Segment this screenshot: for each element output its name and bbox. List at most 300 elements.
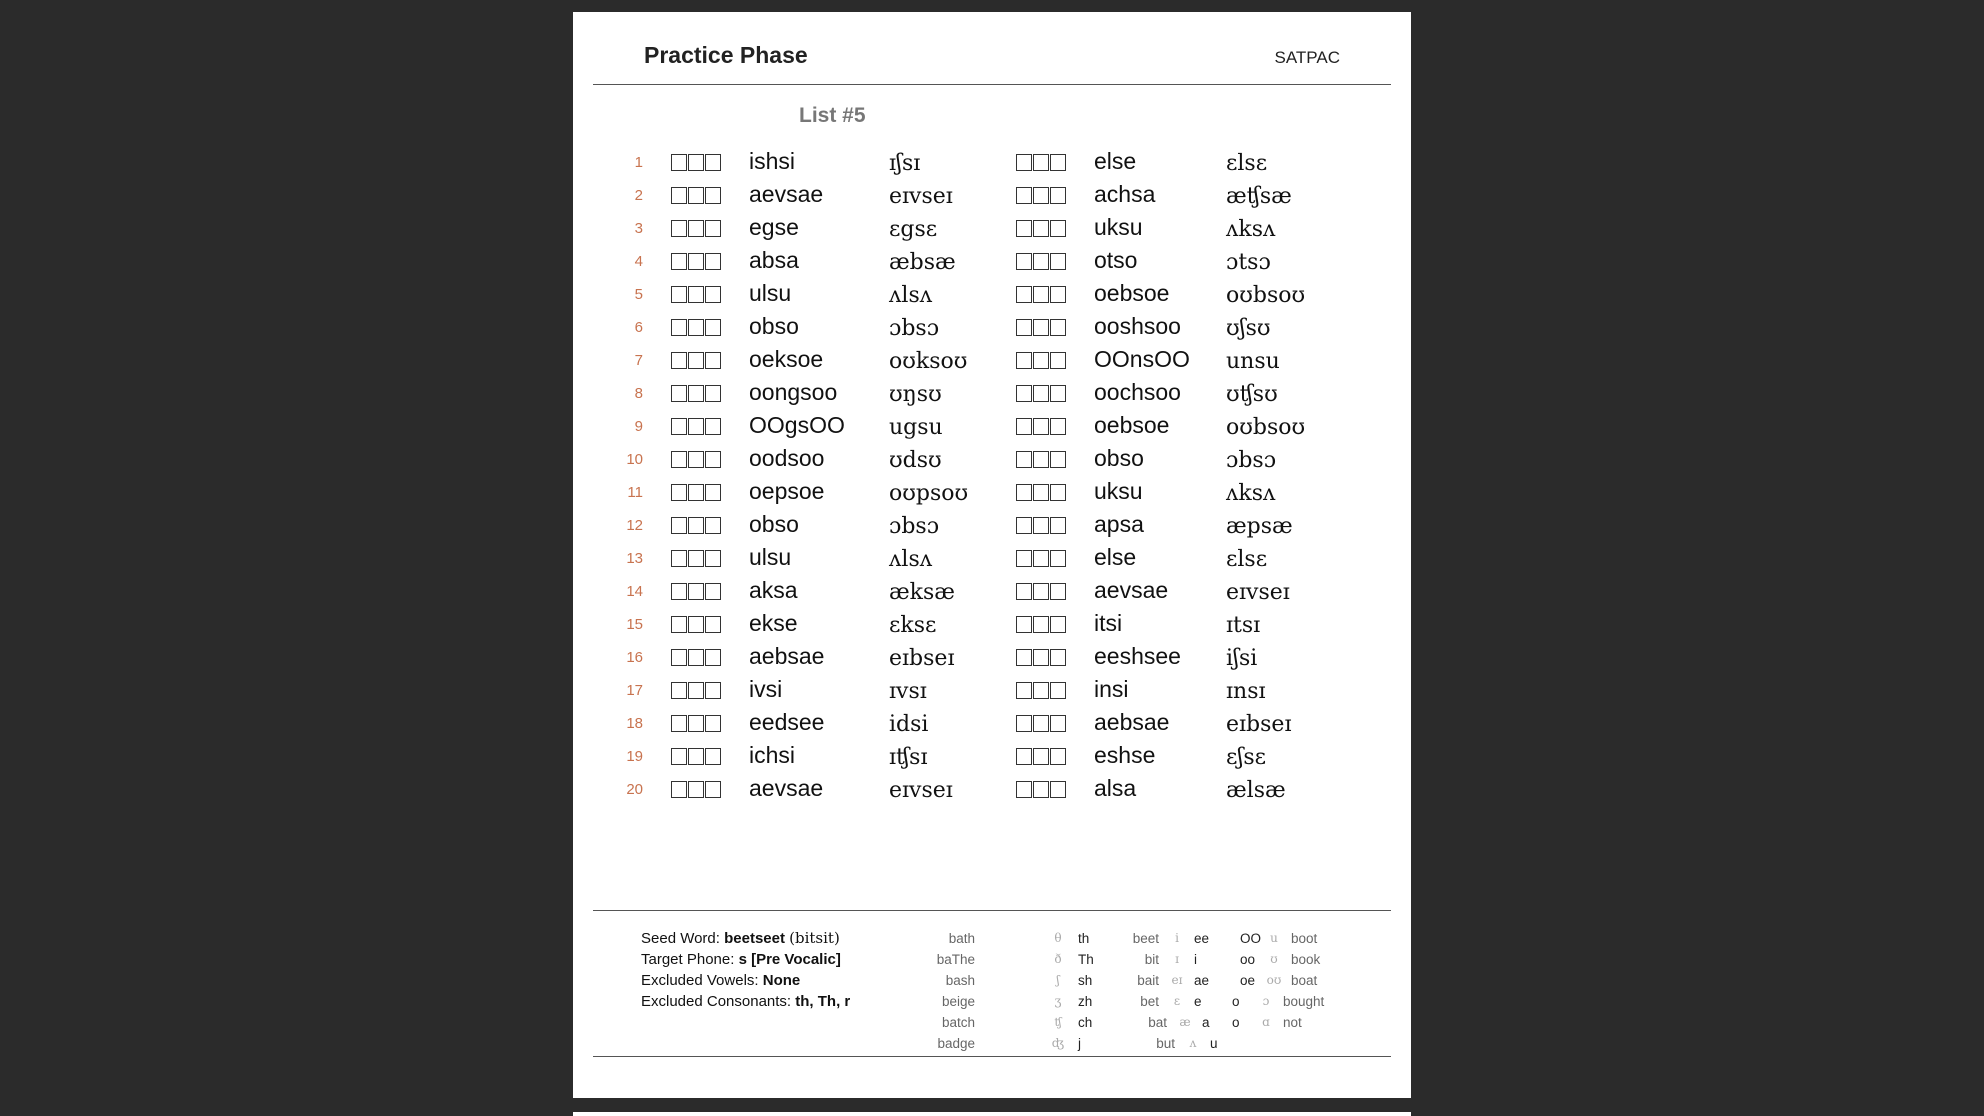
- key-ipa-symbol: ɑ: [1262, 1015, 1270, 1029]
- checkbox[interactable]: [688, 748, 704, 765]
- checkbox-group: [1016, 220, 1067, 237]
- checkbox[interactable]: [688, 550, 704, 567]
- checkbox[interactable]: [671, 616, 687, 633]
- checkbox[interactable]: [1033, 187, 1049, 204]
- list-title: List #5: [799, 104, 866, 127]
- ipa-b: ɛlsɛ: [1226, 151, 1268, 176]
- table-row: [573, 410, 1411, 443]
- checkbox[interactable]: [1033, 418, 1049, 435]
- checkbox-group: [671, 649, 722, 666]
- checkbox-group: [1016, 484, 1067, 501]
- table-row: [573, 542, 1411, 575]
- word-a: aebsae: [749, 643, 825, 669]
- checkbox[interactable]: [671, 418, 687, 435]
- checkbox[interactable]: [705, 319, 721, 336]
- checkbox[interactable]: [688, 418, 704, 435]
- checkbox[interactable]: [1016, 583, 1032, 600]
- row-number: 6: [634, 319, 643, 336]
- row-number: 4: [634, 253, 643, 270]
- checkbox[interactable]: [671, 154, 687, 171]
- checkbox[interactable]: [671, 517, 687, 534]
- footer-divider: [593, 910, 1391, 911]
- checkbox[interactable]: [671, 715, 687, 732]
- checkbox-group: [671, 781, 722, 798]
- word-a: oeksoe: [749, 346, 824, 372]
- checkbox[interactable]: [671, 649, 687, 666]
- checkbox[interactable]: [671, 220, 687, 237]
- key-spelling: OO: [1240, 931, 1262, 946]
- checkbox[interactable]: [1033, 517, 1049, 534]
- checkbox[interactable]: [705, 253, 721, 270]
- checkbox[interactable]: [705, 682, 721, 699]
- word-b: otso: [1094, 247, 1138, 273]
- key-ipa-symbol: ɔ: [1262, 994, 1270, 1008]
- checkbox[interactable]: [1033, 616, 1049, 633]
- checkbox-group: [1016, 517, 1067, 534]
- checkbox-group: [671, 352, 722, 369]
- checkbox[interactable]: [1050, 451, 1066, 468]
- checkbox[interactable]: [1033, 352, 1049, 369]
- checkbox[interactable]: [671, 385, 687, 402]
- checkbox[interactable]: [1033, 286, 1049, 303]
- word-b: uksu: [1094, 214, 1143, 240]
- table-row: [573, 476, 1411, 509]
- checkbox[interactable]: [1016, 484, 1032, 501]
- next-page-edge: [573, 1112, 1411, 1116]
- key-example-word: baThe: [936, 952, 975, 967]
- checkbox[interactable]: [688, 253, 704, 270]
- checkbox[interactable]: [1050, 418, 1066, 435]
- ipa-a: ʌlsʌ: [889, 547, 933, 572]
- checkbox[interactable]: [705, 583, 721, 600]
- ipa-a: ʌlsʌ: [889, 283, 933, 308]
- checkbox[interactable]: [688, 451, 704, 468]
- ipa-a: oʊksoʊ: [889, 349, 968, 374]
- app-label: SATPAC: [1274, 48, 1340, 67]
- ipa-b: ɔbsɔ: [1226, 448, 1277, 473]
- word-b: oebsoe: [1094, 412, 1170, 438]
- table-row: [573, 278, 1411, 311]
- checkbox[interactable]: [688, 583, 704, 600]
- key-example-word: bet: [1140, 994, 1159, 1009]
- word-b: OOnsOO: [1094, 346, 1190, 372]
- checkbox[interactable]: [671, 748, 687, 765]
- checkbox[interactable]: [688, 682, 704, 699]
- checkbox[interactable]: [1033, 715, 1049, 732]
- checkbox-group: [1016, 451, 1067, 468]
- checkbox[interactable]: [688, 220, 704, 237]
- checkbox[interactable]: [1050, 649, 1066, 666]
- row-number: 11: [627, 484, 643, 501]
- checkbox-group: [671, 715, 722, 732]
- ipa-a: ɔbsɔ: [889, 316, 940, 341]
- checkbox[interactable]: [1033, 550, 1049, 567]
- word-b: oebsoe: [1094, 280, 1170, 306]
- checkbox[interactable]: [705, 517, 721, 534]
- checkbox[interactable]: [705, 649, 721, 666]
- checkbox[interactable]: [1033, 253, 1049, 270]
- key-ipa-symbol: ʧ: [1054, 1015, 1062, 1029]
- checkbox[interactable]: [1050, 583, 1066, 600]
- word-a: ichsi: [749, 742, 796, 768]
- checkbox-group: [671, 385, 722, 402]
- seed-word: beetseet: [724, 930, 785, 947]
- checkbox[interactable]: [688, 286, 704, 303]
- row-number: 1: [634, 154, 643, 171]
- checkbox[interactable]: [1016, 418, 1032, 435]
- key-row: [573, 1036, 1411, 1057]
- checkbox-group: [1016, 154, 1067, 171]
- checkbox[interactable]: [1050, 319, 1066, 336]
- checkbox[interactable]: [705, 385, 721, 402]
- word-a: aevsae: [749, 775, 824, 801]
- key-example-word: bit: [1144, 952, 1159, 967]
- checkbox-group: [1016, 781, 1067, 798]
- key-spelling: i: [1194, 952, 1197, 967]
- checkbox[interactable]: [1016, 616, 1032, 633]
- checkbox[interactable]: [1050, 220, 1066, 237]
- checkbox[interactable]: [1050, 616, 1066, 633]
- checkbox-group: [671, 187, 722, 204]
- row-number: 17: [626, 682, 643, 699]
- checkbox[interactable]: [705, 781, 721, 798]
- word-b: eshse: [1094, 742, 1156, 768]
- ipa-a: ʊdsʊ: [889, 448, 942, 473]
- checkbox-group: [671, 253, 722, 270]
- table-row: [573, 212, 1411, 245]
- checkbox[interactable]: [705, 748, 721, 765]
- checkbox[interactable]: [705, 616, 721, 633]
- key-ipa-symbol: θ: [1054, 931, 1062, 945]
- checkbox[interactable]: [1016, 319, 1032, 336]
- checkbox[interactable]: [1050, 286, 1066, 303]
- checkbox-group: [671, 484, 722, 501]
- ipa-a: ɪvsɪ: [889, 679, 927, 704]
- checkbox[interactable]: [1016, 385, 1032, 402]
- key-ipa-symbol: ʤ: [1051, 1036, 1065, 1050]
- checkbox-group: [1016, 616, 1067, 633]
- checkbox[interactable]: [671, 550, 687, 567]
- checkbox[interactable]: [1016, 517, 1032, 534]
- checkbox[interactable]: [1033, 385, 1049, 402]
- checkbox[interactable]: [705, 220, 721, 237]
- checkbox-group: [1016, 187, 1067, 204]
- checkbox[interactable]: [705, 418, 721, 435]
- key-example-word: beet: [1132, 931, 1159, 946]
- key-spelling: u: [1210, 1036, 1218, 1051]
- checkbox-group: [1016, 550, 1067, 567]
- checkbox[interactable]: [1016, 286, 1032, 303]
- word-b: apsa: [1094, 511, 1144, 537]
- key-spelling: sh: [1078, 973, 1093, 988]
- ipa-b: ʊʧsʊ: [1226, 382, 1278, 407]
- ipa-a: ɔbsɔ: [889, 514, 940, 539]
- checkbox-group: [1016, 649, 1067, 666]
- word-a: ulsu: [749, 544, 792, 570]
- excluded-consonants-line: Excluded Consonants: th, Th, r: [641, 993, 851, 1010]
- checkbox[interactable]: [671, 682, 687, 699]
- row-number: 14: [626, 583, 643, 600]
- checkbox[interactable]: [1050, 352, 1066, 369]
- ipa-b: eɪbseɪ: [1226, 712, 1292, 737]
- checkbox[interactable]: [1033, 451, 1049, 468]
- checkbox[interactable]: [688, 715, 704, 732]
- checkbox[interactable]: [1016, 451, 1032, 468]
- checkbox[interactable]: [705, 187, 721, 204]
- checkbox[interactable]: [1016, 649, 1032, 666]
- key-ipa-symbol: i: [1175, 931, 1179, 945]
- key-spelling: oo: [1240, 952, 1256, 967]
- checkbox[interactable]: [1033, 748, 1049, 765]
- checkbox-group: [1016, 715, 1067, 732]
- checkbox-group: [1016, 385, 1067, 402]
- checkbox[interactable]: [705, 715, 721, 732]
- checkbox[interactable]: [1050, 484, 1066, 501]
- row-number: 19: [626, 748, 643, 765]
- key-spelling: o: [1232, 1015, 1240, 1030]
- word-b: else: [1094, 544, 1137, 570]
- checkbox[interactable]: [688, 385, 704, 402]
- row-number: 9: [634, 418, 643, 435]
- checkbox[interactable]: [671, 187, 687, 204]
- checkbox[interactable]: [1050, 550, 1066, 567]
- checkbox[interactable]: [1016, 220, 1032, 237]
- checkbox[interactable]: [671, 583, 687, 600]
- checkbox[interactable]: [1050, 748, 1066, 765]
- checkbox[interactable]: [1050, 715, 1066, 732]
- word-a: egse: [749, 214, 799, 240]
- row-number: 16: [626, 649, 643, 666]
- key-example-word: boat: [1291, 973, 1318, 988]
- checkbox[interactable]: [1050, 385, 1066, 402]
- table-row: [573, 674, 1411, 707]
- word-a: oodsoo: [749, 445, 825, 471]
- ipa-b: æpsæ: [1226, 514, 1293, 539]
- checkbox-group: [671, 616, 722, 633]
- table-row: [573, 245, 1411, 278]
- key-ipa-symbol: eɪ: [1171, 973, 1183, 987]
- checkbox[interactable]: [1050, 781, 1066, 798]
- key-example-word: not: [1283, 1015, 1302, 1030]
- word-a: aevsae: [749, 181, 824, 207]
- word-b: achsa: [1094, 181, 1156, 207]
- checkbox[interactable]: [1050, 517, 1066, 534]
- row-number: 10: [626, 451, 643, 468]
- word-a: ekse: [749, 610, 798, 636]
- checkbox[interactable]: [671, 286, 687, 303]
- checkbox-group: [671, 550, 722, 567]
- checkbox[interactable]: [1033, 682, 1049, 699]
- word-a: ishsi: [749, 148, 796, 174]
- checkbox[interactable]: [1016, 748, 1032, 765]
- checkbox[interactable]: [688, 484, 704, 501]
- ipa-a: eɪbseɪ: [889, 646, 955, 671]
- checkbox[interactable]: [688, 781, 704, 798]
- table-row: [573, 377, 1411, 410]
- checkbox-group: [1016, 319, 1067, 336]
- checkbox[interactable]: [1016, 550, 1032, 567]
- checkbox[interactable]: [688, 517, 704, 534]
- checkbox[interactable]: [688, 352, 704, 369]
- checkbox[interactable]: [1016, 154, 1032, 171]
- table-row: [573, 146, 1411, 179]
- word-b: eeshsee: [1094, 643, 1181, 669]
- ipa-b: ʊʃsʊ: [1226, 316, 1271, 341]
- checkbox-group: [671, 748, 722, 765]
- checkbox[interactable]: [1033, 583, 1049, 600]
- key-ipa-symbol: u: [1270, 931, 1278, 945]
- word-a: obso: [749, 511, 799, 537]
- key-ipa-symbol: ɪ: [1175, 952, 1179, 966]
- ipa-b: æʧsæ: [1226, 184, 1292, 209]
- checkbox[interactable]: [1033, 154, 1049, 171]
- excluded-consonants: th, Th, r: [795, 993, 851, 1010]
- ipa-b: ɪnsɪ: [1226, 679, 1266, 704]
- checkbox[interactable]: [705, 451, 721, 468]
- ipa-a: oʊpsoʊ: [889, 481, 969, 506]
- key-example-word: bash: [945, 973, 975, 988]
- ipa-a: ɪʧsɪ: [889, 745, 928, 770]
- word-b: obso: [1094, 445, 1144, 471]
- checkbox[interactable]: [688, 616, 704, 633]
- checkbox[interactable]: [671, 451, 687, 468]
- checkbox[interactable]: [1033, 649, 1049, 666]
- ipa-b: ʌksʌ: [1226, 481, 1276, 506]
- table-row: [573, 311, 1411, 344]
- ipa-b: ɪtsɪ: [1226, 613, 1261, 638]
- ipa-a: eɪvseɪ: [889, 778, 953, 803]
- key-row: [573, 973, 1411, 994]
- key-ipa-symbol: ɛ: [1173, 994, 1181, 1008]
- ipa-a: ʊŋsʊ: [889, 382, 942, 407]
- checkbox[interactable]: [705, 484, 721, 501]
- ipa-b: oʊbsoʊ: [1226, 415, 1306, 440]
- checkbox-group: [671, 220, 722, 237]
- row-number: 7: [634, 352, 643, 369]
- key-ipa-symbol: ʃ: [1056, 973, 1060, 987]
- key-example-word: bait: [1137, 973, 1159, 988]
- checkbox-group: [671, 418, 722, 435]
- checkbox[interactable]: [1016, 715, 1032, 732]
- key-spelling: a: [1202, 1015, 1210, 1030]
- key-row: [573, 931, 1411, 952]
- table-row: [573, 509, 1411, 542]
- word-a: obso: [749, 313, 799, 339]
- checkbox-group: [1016, 748, 1067, 765]
- table-row: [573, 740, 1411, 773]
- checkbox[interactable]: [705, 154, 721, 171]
- row-number: 20: [626, 781, 643, 798]
- key-ipa-symbol: ð: [1054, 952, 1062, 966]
- checkbox[interactable]: [1050, 154, 1066, 171]
- bottom-divider: [593, 1056, 1391, 1057]
- key-spelling: zh: [1078, 994, 1093, 1009]
- word-a: OOgsOO: [749, 412, 845, 438]
- ipa-a: ɛgsɛ: [889, 217, 938, 242]
- checkbox[interactable]: [688, 154, 704, 171]
- key-row: [573, 994, 1411, 1015]
- checkbox-group: [671, 682, 722, 699]
- ipa-b: ʌksʌ: [1226, 217, 1276, 242]
- key-row: [573, 952, 1411, 973]
- checkbox[interactable]: [1050, 253, 1066, 270]
- checkbox[interactable]: [1050, 682, 1066, 699]
- checkbox-group: [1016, 418, 1067, 435]
- ipa-b: ɔtsɔ: [1226, 250, 1271, 275]
- seed-word-ipa: (bitsit): [789, 929, 840, 947]
- word-a: ivsi: [749, 676, 783, 702]
- checkbox-group: [1016, 583, 1067, 600]
- checkbox[interactable]: [1033, 220, 1049, 237]
- ipa-a: ɛksɛ: [889, 613, 937, 638]
- word-a: oongsoo: [749, 379, 838, 405]
- checkbox[interactable]: [1016, 781, 1032, 798]
- checkbox[interactable]: [1033, 781, 1049, 798]
- key-example-word: bat: [1148, 1015, 1167, 1030]
- key-example-word: boot: [1291, 931, 1318, 946]
- target-phone: s [Pre Vocalic]: [738, 951, 841, 968]
- checkbox[interactable]: [671, 319, 687, 336]
- checkbox-group: [671, 319, 722, 336]
- header-divider: [593, 84, 1391, 85]
- checkbox[interactable]: [671, 253, 687, 270]
- row-number: 3: [634, 220, 643, 237]
- table-row: [573, 344, 1411, 377]
- key-ipa-symbol: ʒ: [1054, 994, 1062, 1008]
- word-b: uksu: [1094, 478, 1143, 504]
- table-row: [573, 773, 1411, 806]
- word-a: absa: [749, 247, 799, 273]
- checkbox[interactable]: [1033, 319, 1049, 336]
- row-number: 5: [634, 286, 643, 303]
- checkbox[interactable]: [1016, 253, 1032, 270]
- checkbox[interactable]: [1033, 484, 1049, 501]
- key-ipa-symbol: ʌ: [1189, 1036, 1197, 1050]
- word-b: aebsae: [1094, 709, 1170, 735]
- checkbox[interactable]: [671, 484, 687, 501]
- table-row: [573, 575, 1411, 608]
- checkbox-group: [1016, 253, 1067, 270]
- row-number: 15: [626, 616, 643, 633]
- key-row: [573, 1015, 1411, 1036]
- checkbox-group: [671, 451, 722, 468]
- key-spelling: oe: [1240, 973, 1256, 988]
- key-spelling: ch: [1078, 1015, 1093, 1030]
- checkbox[interactable]: [1016, 682, 1032, 699]
- checkbox[interactable]: [1050, 187, 1066, 204]
- checkbox[interactable]: [688, 187, 704, 204]
- checkbox[interactable]: [671, 781, 687, 798]
- checkbox-group: [671, 517, 722, 534]
- checkbox[interactable]: [1016, 187, 1032, 204]
- checkbox[interactable]: [688, 649, 704, 666]
- key-example-word: badge: [937, 1036, 975, 1051]
- checkbox[interactable]: [705, 550, 721, 567]
- ipa-a: ɪʃsɪ: [889, 151, 921, 176]
- checkbox[interactable]: [671, 352, 687, 369]
- row-number: 13: [626, 550, 643, 567]
- checkbox[interactable]: [705, 352, 721, 369]
- word-b: aevsae: [1094, 577, 1169, 603]
- ipa-b: oʊbsoʊ: [1226, 283, 1306, 308]
- document-page: [573, 12, 1411, 1098]
- checkbox[interactable]: [688, 319, 704, 336]
- checkbox[interactable]: [1016, 352, 1032, 369]
- word-a: eedsee: [749, 709, 825, 735]
- key-ipa-symbol: oʊ: [1266, 973, 1282, 987]
- checkbox[interactable]: [705, 286, 721, 303]
- table-row: [573, 641, 1411, 674]
